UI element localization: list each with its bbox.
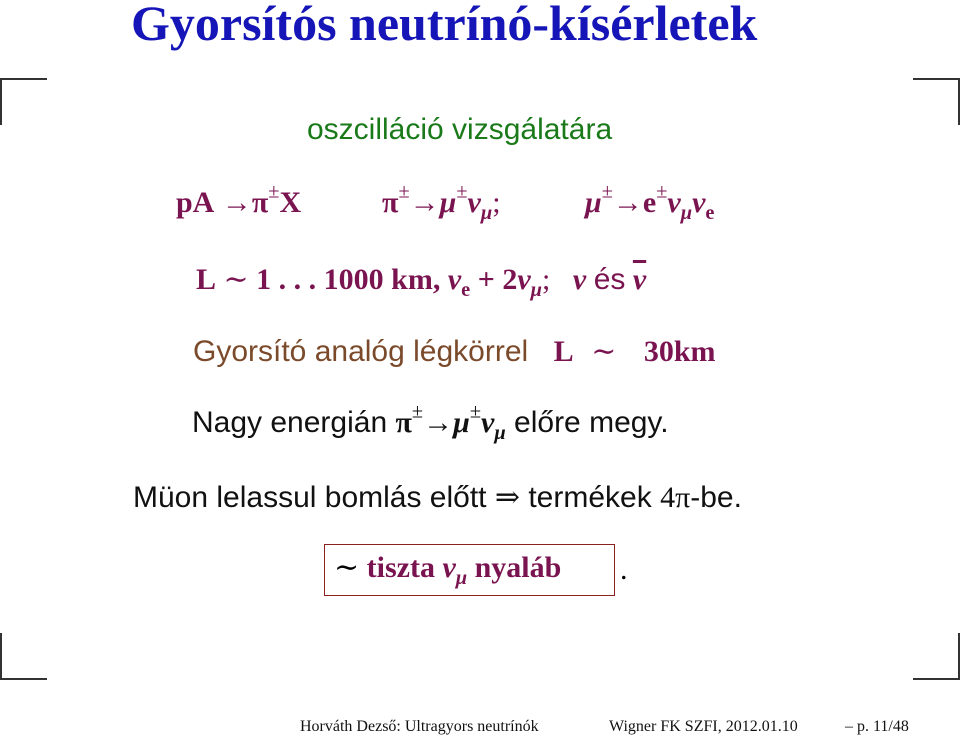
- atmospheric-l: L: [553, 335, 574, 368]
- baseline-l: L: [196, 263, 217, 296]
- pion-charge: ±: [398, 180, 410, 203]
- pion-symbol: π: [382, 186, 399, 219]
- electron-symbol: e: [642, 186, 657, 219]
- beam-tiszta: tiszta: [366, 551, 435, 584]
- neutrino-flavor: e: [461, 279, 471, 302]
- muon-line: [133, 480, 742, 515]
- pion-symbol: π: [395, 406, 412, 439]
- muon-symbol: μ: [453, 406, 470, 439]
- pion-charge: ±: [411, 400, 424, 423]
- atmospheric-value: 30km: [643, 335, 716, 368]
- arrow-icon: →: [409, 186, 440, 219]
- reaction-pi: π: [251, 186, 269, 219]
- muon-suffix: -be.: [690, 481, 742, 514]
- conjunction: és: [593, 263, 626, 296]
- reaction-pm: ±: [268, 180, 280, 203]
- arrow-icon: →: [612, 186, 643, 219]
- atmospheric-text: Gyorsító analóg légkörrel: [193, 335, 529, 368]
- muon-symbol: μ: [585, 186, 602, 219]
- reaction-pa: pA: [176, 186, 215, 219]
- baseline-line: [196, 262, 647, 302]
- high-energy-suffix: előre megy.: [514, 406, 669, 439]
- neutrino-flavor-2: μ: [530, 279, 543, 302]
- muon-middle: termékek: [528, 481, 652, 514]
- neutrino-symbol-3: ν: [572, 263, 587, 296]
- separator: ;: [492, 186, 501, 219]
- muon-charge: ±: [469, 400, 482, 423]
- neutrino-flavor: μ: [455, 567, 468, 590]
- tilde-symbol: ∼: [591, 335, 617, 368]
- reaction-pion-decay: [382, 180, 501, 225]
- atmospheric-line: [193, 334, 716, 369]
- neutrino-symbol: ν: [667, 186, 681, 219]
- neutrino-symbol-2: ν: [517, 263, 531, 296]
- beam-nyalab: nyaláb: [474, 551, 562, 584]
- implies-arrow-icon: ⇒: [494, 481, 520, 514]
- separator: ;: [542, 263, 551, 296]
- reaction-x: X: [279, 186, 302, 219]
- frame-corner-bottom-right: [913, 633, 960, 680]
- frame-corner-top-left: [0, 78, 47, 125]
- neutrino-symbol: ν: [442, 551, 456, 584]
- beam-text: [334, 550, 562, 590]
- reaction-muon-decay: [585, 180, 715, 225]
- neutrino-symbol: ν: [467, 186, 481, 219]
- neutrino-flavor: μ: [494, 422, 506, 445]
- footer-page: – p. 11/48: [845, 718, 909, 735]
- muon-prefix: Müon lelassul bomlás előtt: [133, 481, 487, 514]
- beam-period: .: [620, 553, 628, 586]
- footer-venue: Wigner FK SZFI, 2012.01.10: [609, 718, 798, 735]
- high-energy-line: [192, 400, 669, 445]
- muon-charge: ±: [601, 180, 613, 203]
- baseline-range: 1 . . . 1000 km,: [256, 263, 441, 296]
- slide-title: Gyorsítós neutrínó-kísérletek: [131, 0, 758, 51]
- plus-two: + 2: [477, 263, 518, 296]
- neutrino-flavor: μ: [680, 202, 693, 225]
- neutrino-flavor-2: e: [705, 202, 715, 225]
- footer-author: Horváth Dezső: Ultragyors neutrínók: [300, 718, 539, 735]
- muon-charge: ±: [456, 180, 468, 203]
- electron-charge: ±: [656, 180, 668, 203]
- arrow-icon: →: [423, 406, 454, 439]
- neutrino-symbol: ν: [481, 406, 495, 439]
- arrow-icon: →: [221, 186, 252, 219]
- tilde-symbol: ∼: [223, 263, 249, 296]
- frame-corner-bottom-left: [0, 633, 47, 680]
- reaction-line: [176, 180, 302, 220]
- neutrino-symbol-2: ν: [692, 186, 706, 219]
- antineutrino-symbol: $\overline{\nu}$: [632, 263, 647, 296]
- high-energy-prefix: Nagy energián: [192, 406, 388, 439]
- slide-subtitle: oszcilláció vizsgálatára: [307, 113, 613, 146]
- frame-corner-top-right: [913, 78, 960, 125]
- neutrino-flavor: μ: [480, 202, 493, 225]
- neutrino-symbol: ν: [447, 263, 462, 296]
- tilde-symbol: ∼: [334, 551, 360, 584]
- four-pi: 4π: [660, 481, 691, 514]
- muon-symbol: μ: [439, 186, 457, 219]
